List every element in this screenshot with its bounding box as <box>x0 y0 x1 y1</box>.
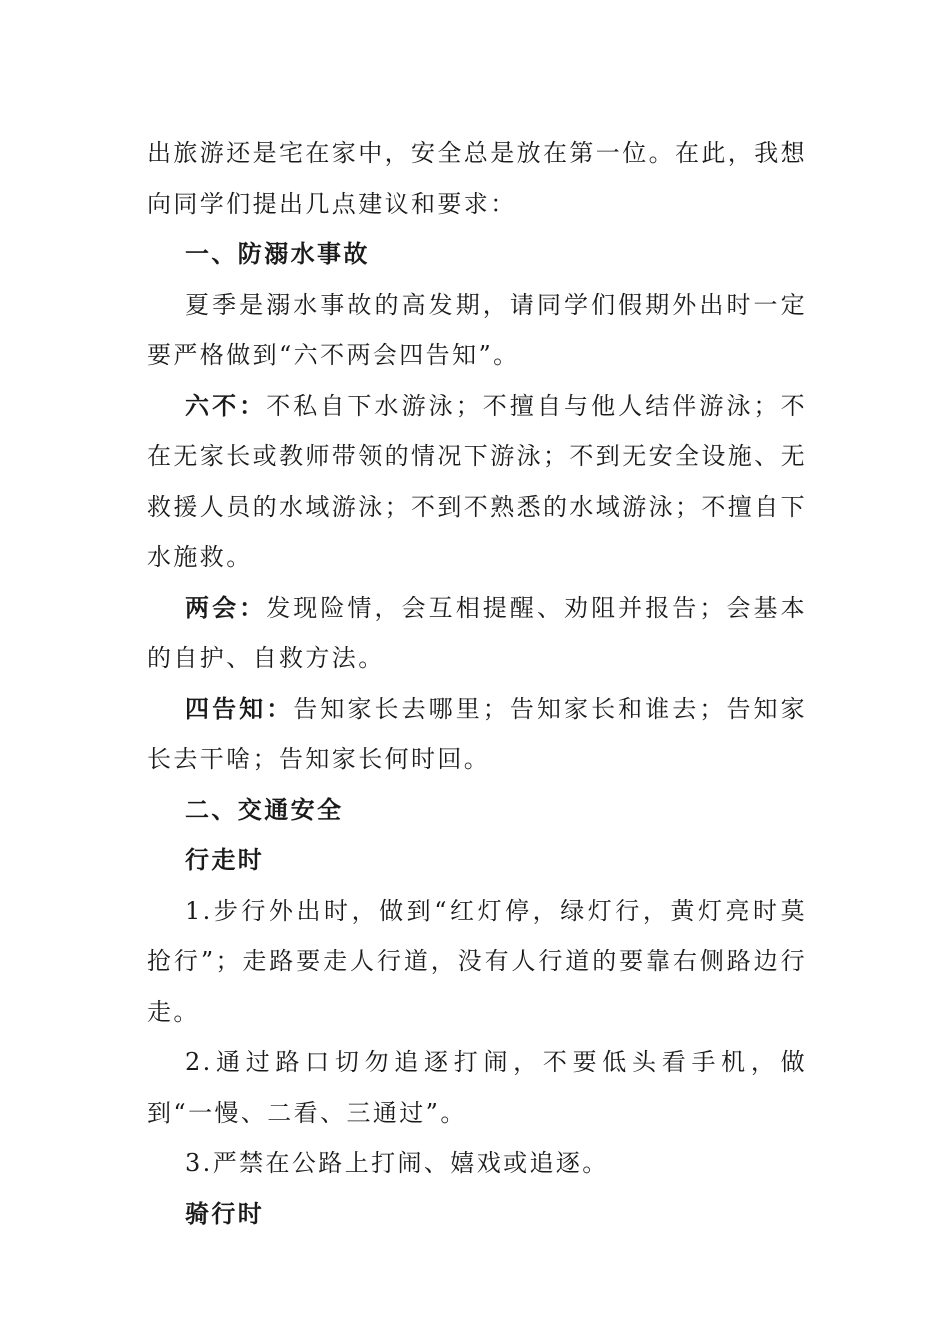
paragraph-text: 出旅游还是宅在家中，安全总是放在第一位。在此，我想向同学们提出几点建议和要求： <box>147 139 807 218</box>
paragraph-lead: 两会： <box>185 592 267 622</box>
paragraph-text: 告知家长去哪里；告知家长和谁去；告知家长去干啥；告知家长何时回。 <box>147 694 807 773</box>
paragraph-lead: 六不： <box>185 390 267 420</box>
walking-rule-2 <box>147 1037 807 1138</box>
section-heading-drowning: 一、防溺水事故 <box>185 239 370 268</box>
paragraph-text: 不私自下水游泳；不擅自与他人结伴游泳；不在无家长或教师带领的情况下游泳；不到无安全设施、无救援人员的水域游泳；不到不熟悉的水域游泳；不擅自下水施救。 <box>147 391 807 571</box>
subheading-walking: 行走时 <box>185 845 265 874</box>
drowning-intro-paragraph <box>147 280 807 381</box>
document-page <box>147 128 807 1239</box>
paragraph-lead: 四告知： <box>185 693 294 723</box>
paragraph-text: 发现险情，会互相提醒、劝阻并报告；会基本的自护、自救方法。 <box>147 593 807 672</box>
two-skills-paragraph <box>147 583 807 684</box>
four-notices-paragraph <box>147 684 807 785</box>
subheading-cycling: 骑行时 <box>185 1198 265 1228</box>
walking-rule-3 <box>147 1138 807 1189</box>
paragraph-text: 1.步行外出时，做到“红灯停，绿灯行，黄灯亮时莫抢行”；走路要走人行道，没有人行道的要靠右侧路边行走。 <box>147 896 807 1026</box>
section-heading-traffic: 二、交通安全 <box>185 794 344 824</box>
paragraph-text: 3.严禁在公路上打闹、嬉戏或追逐。 <box>185 1149 609 1177</box>
intro-paragraph <box>147 128 807 229</box>
paragraph-text: 夏季是溺水事故的高发期，请同学们假期外出时一定要严格做到“六不两会四告知”。 <box>147 290 807 369</box>
paragraph-text: 2.通过路口切勿追逐打闹，不要低头看手机，做到“一慢、二看、三通过”。 <box>147 1048 807 1127</box>
six-donts-paragraph <box>147 381 807 583</box>
walking-rule-1 <box>147 886 807 1038</box>
